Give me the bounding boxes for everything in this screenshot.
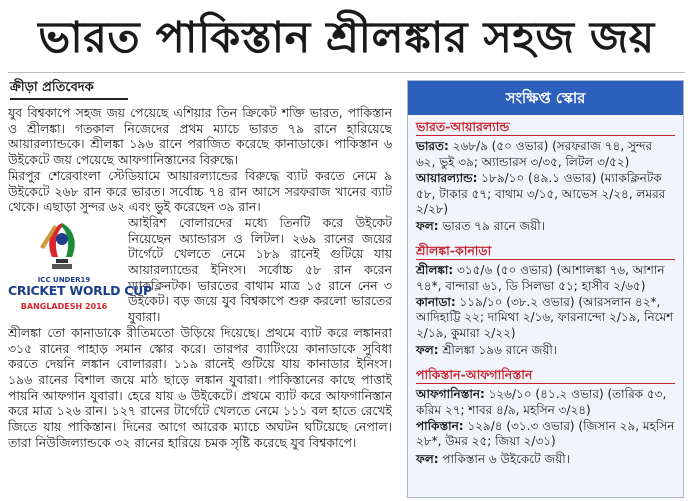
cricket-world-cup-logo xyxy=(8,217,152,319)
match-card xyxy=(416,367,675,467)
result-label: ফল: xyxy=(416,451,439,466)
team-score-line xyxy=(416,387,675,418)
team-score-line xyxy=(416,263,675,294)
byline: ক্রীড়া প্রতিবেদক xyxy=(10,80,94,95)
team-score-detail: ১১৯/১০ (৩৮.২ ওভার) (আরসলান ৪২*, আদিহাট্টি ২২; দামিথা ২/১৬, ফারনান্দো ২/১৯, নিমেশ ২/১৯, কুমারা ২/২২) xyxy=(416,295,674,340)
team-name: পাকিস্তান: xyxy=(416,418,464,433)
match-title: পাকিস্তান-আফগানিস্তান xyxy=(416,367,675,384)
team-name: আয়ারল্যান্ড: xyxy=(416,171,478,186)
headline: ভারত পাকিস্তান শ্রীলঙ্কার সহজ জয় xyxy=(38,13,655,63)
team-score-line xyxy=(416,419,675,450)
result-text: শ্রীলঙ্কা ১৯৬ রানে জয়ী। xyxy=(438,343,558,358)
match-result xyxy=(416,343,675,358)
team-name: শ্রীলঙ্কা: xyxy=(416,263,454,278)
article-body xyxy=(8,105,392,497)
headline-divider xyxy=(8,72,685,73)
byline-underline xyxy=(10,98,128,100)
team-score-detail: ২৬৮/৯ (৫০ ওভার) (সরফরাজ ৭৪, সুন্দর ৬২, ভুই ৩৯; অ্যান্ডারস ৩/৩৫, লিটল ৩/৫২) xyxy=(416,139,653,169)
team-score-detail: ১২৯/৪ (৩১.৩ ওভার) (জিসান ২৯, মহসিন ২৮*, উমর ২৫; জিয়া ২/৩১) xyxy=(416,418,675,449)
team-score-detail: ১৮৯/১০ (৪৯.১ ওভার) (ম্যাকক্লিনটক ৫৮, টাকার ৫৭; বাথাম ৩/১৫, আভেস ২/২৪, লমরর ২/২৮) xyxy=(416,171,666,217)
team-score-detail: ৩১৫/৬ (৫০ ওভার) (আশালঙ্কা ৭৬, আশান ৭৪*, বান্দারা ৬১, ডি সিলভা ৫১; হাসীব ২/৬৫) xyxy=(416,263,665,293)
team-name: কানাডা: xyxy=(416,295,456,310)
match-card xyxy=(416,119,675,235)
team-score-detail: ১২৬/১০ (৪১.২ ওভার) (তারিক ৫৩, করিম ২৭; শাবর ৪/৯, মহসিন ৩/২৪) xyxy=(416,387,667,417)
article-paragraph-2: মিরপুর শেরেবাংলা স্টেডিয়ামে আয়ারল্যান্ডের বিরুদ্ধে ব্যাট করতে নেমে ৯ উইকেটে ২৬৮ রান করে ভারত। সর্বোচ্চ ৭৪ রান আসে সরফরাজ খানের ব্যাট থেকে। এছাড়া সুন্দর ৬২ এবং ভুই করেছেন ৩৯ রান। xyxy=(8,167,392,215)
result-text: ভারত ৭৯ রানে জয়ী। xyxy=(438,219,545,234)
scoreboard-body xyxy=(408,115,683,467)
logo-title: CRICKET WORLD CUP xyxy=(8,282,152,298)
result-text: পাকিস্তান ৬ উইকেটে জয়ী। xyxy=(438,451,570,466)
team-score-line xyxy=(416,295,675,341)
result-label: ফল: xyxy=(416,343,439,358)
match-title: ভারত-আয়ারল্যান্ড xyxy=(416,119,675,136)
team-name: ভারত: xyxy=(416,139,449,154)
team-score-line xyxy=(416,139,675,170)
article-paragraph-1: যুব বিশ্বকাপে সহজ জয় পেয়েছে এশিয়ার তিন ক্রিকেট শক্তি ভারত, পাকিস্তান ও শ্রীলঙ্কা। গতকাল নিজেদের প্রথম ম্যাচে ভারত ৭৯ রানে হারিয়েছে আয়ারল্যান্ডকে। শ্রীলঙ্কা ১৯৬ রানে পরাজিত করেছে কানাডাকে। পাকিস্তান ৬ উইকেটে জয় পেয়েছে আফগানিস্তানের বিরুদ্ধে। xyxy=(8,105,392,168)
match-result xyxy=(416,219,675,234)
scoreboard-box xyxy=(407,80,684,498)
team-score-line xyxy=(416,171,675,217)
match-result xyxy=(416,452,675,467)
match-title: শ্রীলঙ্কা-কানাডা xyxy=(416,243,675,260)
match-card xyxy=(416,243,675,359)
article-paragraph-4: শ্রীলঙ্কা তো কানাডাকে রীতিমতো উড়িয়ে দিয়েছে। প্রথমে ব্যাট করে লঙ্কানরা ৩১৫ রানের পাহাড় সমান স্কোর করে। তারপর ব্যাটিংয়ে কানাডাকে সুবিধা করতে দেয়নি লঙ্কান বোলাররা। ১১৯ রানেই গুটিয়ে যায় কানাডার ইনিংস। ১৯৬ রানের বিশাল জয়ে মাঠ ছাড়ে লঙ্কান যুবারা। পাকিস্তানের কাছে পাত্তাই পায়নি আফগান যুবারা। হেরে যায় ৬ উইকেটে। প্রথমে ব্যাট করে আফগানিস্তান করে মাত্র ১২৬ রান। ১২৭ রানের টার্গেটে খেলতে নেমে ১১১ বল হাতে রেখেই জিতে যায় পাকিস্তান। দিনের আগে আরেক ম্যাচে অঘটন ঘটিয়েছে নেপাল। তারা নিউজিল্যান্ডকে ৩২ রানের হারিয়ে চমক সৃষ্টি করেছে যুব বিশ্বকাপে। xyxy=(8,324,392,450)
trophy-logo-icon xyxy=(32,217,92,273)
article-paragraph-3: আইরিশ বোলারদের মধ্যে তিনটি করে উইকেট নিয়েছেন অ্যান্ডারস ও লিটল। ২৬৯ রানের জয়ের টার্গেটে খেলতে নেমে ১৮৯ রানেই গুটিয়ে যায় আয়ারল্যান্ডের ইনিংস। সর্বোচ্চ ৫৮ রান করেন ম্যাকক্লিনটক। ভারতের বাথাম মাত্র ১৫ রানে নেন ৩ উইকেট। বড় জয়ে যুব বিশ্বকাপে শুরু করলো ভারতের যুবারা। xyxy=(128,214,392,325)
scoreboard-title: সংক্ষিপ্ত স্কোর xyxy=(408,81,683,115)
result-label: ফল: xyxy=(416,219,439,234)
logo-subtitle: BANGLADESH 2016 xyxy=(20,301,108,311)
team-name: আফগানিস্তান: xyxy=(416,387,485,402)
logo-tagline: ICC UNDER19 xyxy=(37,275,91,284)
